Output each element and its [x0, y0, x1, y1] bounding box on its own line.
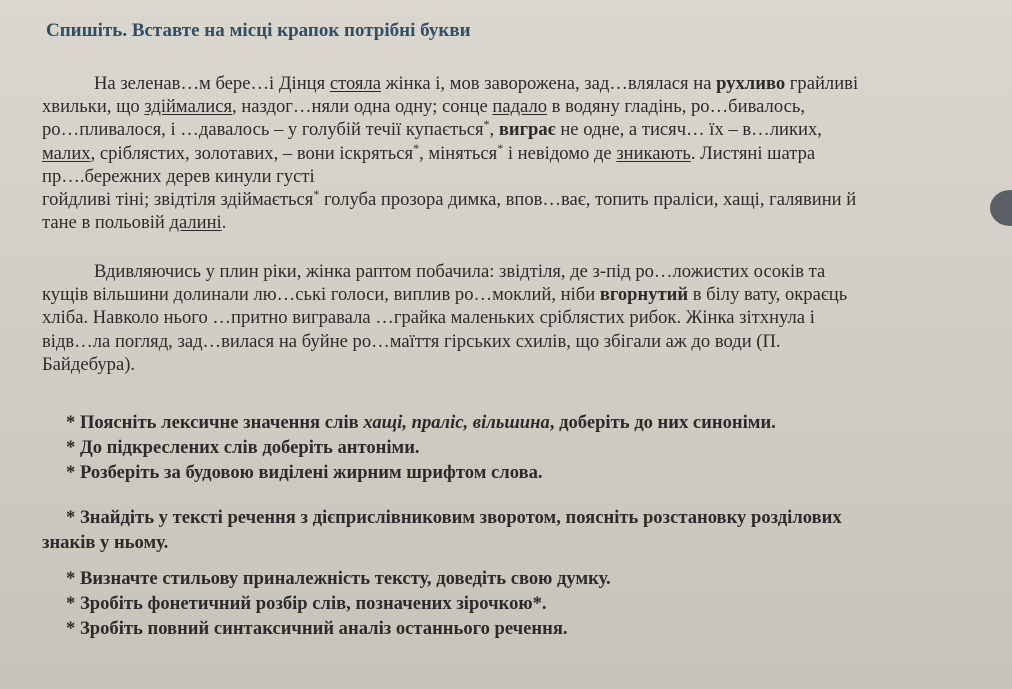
- text-fragment: ,: [489, 119, 499, 141]
- text-paragraph-2: [42, 260, 964, 376]
- text-fragment: в водяну гладінь, ро…бивалось,: [547, 96, 805, 118]
- text-fragment: в білу вату, окраєць: [688, 284, 848, 306]
- text-fragment: хліба. Навколо нього …притно вигравала …грайка маленьких сріблястих рибок. Жінка зітхнула і: [42, 307, 815, 329]
- text-fragment: не одне, а тисяч… їх – в…ликих,: [555, 119, 822, 141]
- text-line: [42, 142, 964, 165]
- text-line: [42, 260, 964, 283]
- asterisk-mark: *: [483, 117, 490, 132]
- text-line: [42, 118, 964, 141]
- text-fragment: Вдивляючись у плин ріки, жінка раптом побачила: звідтіля, де з-під ро…ложистих осоків та: [94, 261, 826, 282]
- underlined-word: далині: [169, 212, 222, 234]
- text-fragment: тане в польовій: [42, 212, 170, 234]
- asterisk-mark: *: [313, 186, 320, 201]
- text-fragment: жінка і, мов заворожена, зад…влялася на: [381, 73, 717, 94]
- asterisk-mark: *: [413, 140, 420, 155]
- text-fragment: ро…пливалося, і …давалось – у голубій течії купається: [42, 119, 484, 141]
- text-fragment: .: [221, 212, 227, 234]
- text-fragment: , сріблястих, золотавих, – вони іскряться: [90, 142, 414, 164]
- text-line: [42, 330, 964, 353]
- task-item: * До підкреслених слів доберіть антоніми.: [66, 437, 420, 458]
- task-text: , доберіть до них синоніми.: [549, 412, 776, 433]
- task-item-continuation: знаків у ньому.: [42, 532, 169, 553]
- text-line: [42, 95, 964, 118]
- text-fragment: грайливі: [785, 73, 859, 94]
- task-item: * Знайдіть у тексті речення з дієприслівниковим зворотом, поясніть розстановку розділових: [66, 507, 842, 528]
- text-fragment: відв…ла погляд, зад…вилася на буйне ро…маїття гірських схилів, що збігали аж до води (П.: [42, 330, 781, 352]
- text-line: [42, 211, 964, 234]
- bold-word: виграє: [498, 119, 556, 141]
- text-line: [42, 188, 964, 211]
- task-item: * Зробіть повний синтаксичний аналіз останнього речення.: [66, 618, 568, 639]
- underlined-word: стояла: [329, 73, 381, 94]
- bold-word: рухливо: [716, 73, 786, 94]
- task-item: * Розберіть за будовою виділені жирним шрифтом слова.: [66, 462, 543, 483]
- text-fragment: гойдливі тіні; звідтіля здіймається: [42, 189, 314, 211]
- text-fragment: На зеленав…м бере…і Дінця: [94, 73, 330, 94]
- underlined-word: здіймалися: [144, 96, 233, 118]
- exercise-title: Спишіть. Вставте на місці крапок потрібні букви: [46, 20, 471, 41]
- text-paragraph-1: [42, 72, 964, 234]
- underlined-word: малих: [42, 142, 91, 164]
- underlined-word: зникають: [616, 142, 691, 164]
- task-italic-words: хащі, праліс, вільшина: [363, 412, 550, 433]
- task-item: * Визначте стильову приналежність тексту, доведіть свою думку.: [66, 568, 611, 589]
- text-fragment: , наздог…няли одна одну; сонце: [232, 96, 493, 118]
- text-line: [42, 283, 964, 306]
- text-line: [42, 165, 964, 188]
- task-item: [66, 410, 966, 435]
- text-fragment: пр….бережних дерев кинули густі: [42, 165, 315, 187]
- underlined-word: падало: [492, 96, 548, 118]
- text-fragment: голуба прозора димка, впов…ває, топить праліси, хащі, галявини й: [319, 189, 857, 211]
- task-group-1: [66, 410, 966, 485]
- text-fragment: . Листяні шатра: [690, 142, 816, 164]
- text-line: [42, 353, 964, 376]
- task-item: * Зробіть фонетичний розбір слів, позначених зірочкою*.: [66, 593, 547, 614]
- text-fragment: хвильки, що: [42, 96, 145, 118]
- text-fragment: , міняться: [419, 142, 498, 164]
- text-line: [42, 72, 964, 95]
- text-line: [42, 306, 964, 329]
- binder-hole: [990, 190, 1012, 226]
- bold-word: вгорнутий: [599, 284, 689, 306]
- task-text: * Поясніть лексичне значення слів: [66, 412, 364, 433]
- asterisk-mark: *: [497, 140, 504, 155]
- task-group-2: [42, 505, 966, 555]
- task-group-3: [66, 566, 966, 641]
- text-fragment: кущів вільшини долинали лю…ські голоси, виплив ро…моклий, ніби: [42, 284, 600, 306]
- text-fragment: і невідомо де: [503, 142, 617, 164]
- text-fragment: Байдебура).: [42, 353, 136, 375]
